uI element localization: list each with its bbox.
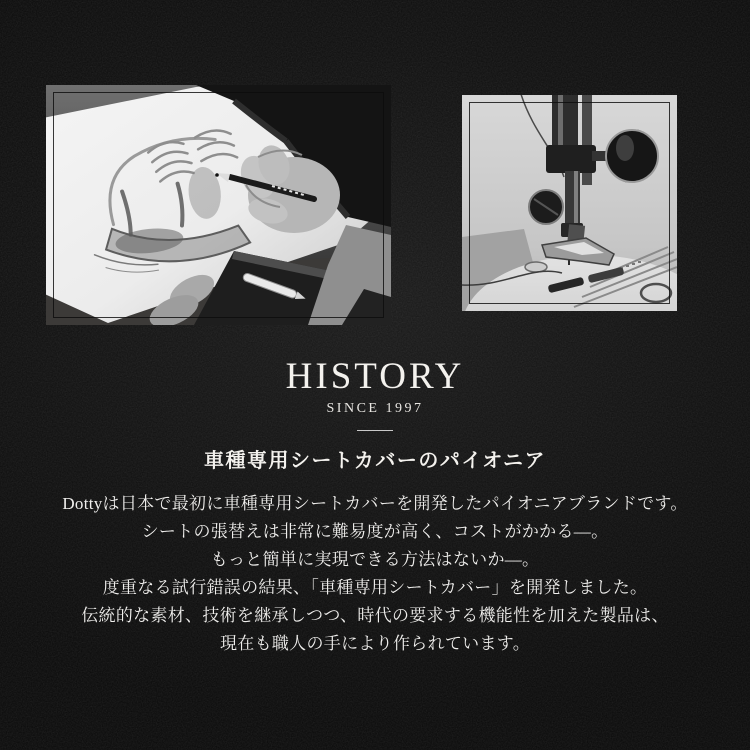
bobbin-cover bbox=[525, 262, 547, 272]
sewing-machine-photo bbox=[462, 95, 677, 311]
history-line-2: シートの張替えは非常に難易度が高く、コストがかかる―。 bbox=[141, 521, 609, 541]
history-subtitle: 車種専用シートカバーのパイオニア bbox=[204, 449, 546, 472]
history-line-3: もっと簡単に実現できる方法はないか―。 bbox=[210, 549, 540, 569]
sketch-photo-art bbox=[46, 85, 391, 325]
history-paragraph bbox=[0, 490, 750, 658]
history-title: HISTORY bbox=[285, 356, 465, 397]
history-line-6: 現在も職人の手により作られています。 bbox=[219, 633, 531, 653]
designer-sketching-photo bbox=[46, 85, 391, 325]
history-line-1: Dottyは日本で最初に車種専用シートカバーを開発したパイオニアブランドです。 bbox=[62, 493, 688, 513]
history-since-label: SINCE 1997 bbox=[326, 400, 424, 416]
history-line-4: 度重なる試行錯誤の結果、「車種専用シートカバー」を開発しました。 bbox=[102, 577, 648, 597]
sewing-photo-art bbox=[462, 95, 677, 311]
history-line-5: 伝統的な素材、技術を継承しつつ、時代の要求する機能性を加えた製品は、 bbox=[81, 605, 669, 625]
divider-line bbox=[357, 430, 393, 431]
history-text-block bbox=[0, 357, 750, 658]
